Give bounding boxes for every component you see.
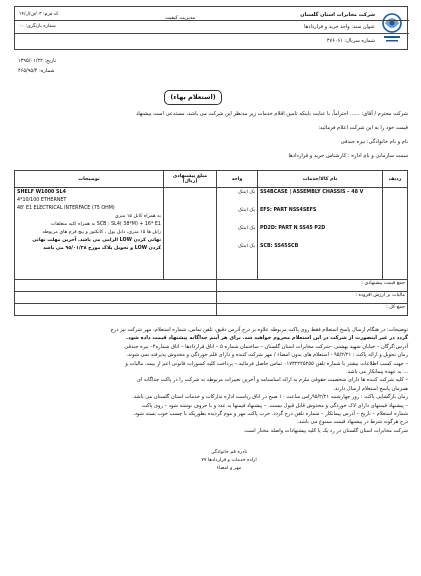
item-line: SS4BCASE | ASSEMBLY CHASSIS – 48 V [260, 190, 364, 195]
note-line: زمان تحویل و ارائه پاکت : ۹۵/۲/۲۱ - استعلام های بدون امضاء / مهر شرکت کننده و دارای قلم خوردگی و مخدوش پذیرفته نمی شوند. [126, 352, 408, 359]
sum-row [15, 280, 408, 292]
revision-number: شماره بازنگری: ۰۰ [19, 24, 56, 29]
salutation-line: شرکت محترم / آقای: ...... احتراماً، با عنایت باینکه تامین اقلام خدمات زیر مدنظر این شرکت می باشد، مستدعی است پیشنهاد [135, 111, 408, 117]
signature-stamp: مهر و امضاء [216, 466, 242, 471]
column-header-row: ردیف [383, 171, 408, 188]
note-line: زمان بازگشایی پاکت : روز چهارشنبه ۹۵/۲/۲۱راس ساعت ۱۰ صبح در اتاق ریاست اداره تدارکات و خدمات استان گلستان می باشد. [132, 394, 408, 401]
column-header-unit: واحد [217, 171, 258, 188]
request-line: قیمت خود را به این شرکت اعلام فرمائید: [318, 125, 408, 131]
sum-label: جمع قیمت پیشنهادی : [217, 280, 408, 292]
table-header-row [15, 171, 408, 188]
date-field: تاریخ: ۱۳۹۵/۰۱/۲۲ [18, 58, 57, 64]
total-label: جمع کل : [217, 304, 408, 316]
header-divider [15, 33, 409, 34]
note-line: آدرس:گرگان – خیابان شهید بهشتی –شرکت مخابرات استان گلستان – ساختمان شماره ۵ – اتاق قراردادها – اتاق شماره۴– نیره جندقی [124, 343, 408, 350]
table-row [15, 188, 408, 280]
note-line: توضیحات: در هنگام ارسال پاسخ استعلام فقط روی پاکت مربوطه علاوه بر درج آدرس دقیق، تلفن تماس، شماره استعلام، مهر شرکت نیز درج [110, 327, 408, 333]
total-value[interactable] [15, 304, 217, 316]
price-cell[interactable] [164, 188, 217, 280]
desc-line: 48' E1 ELECTRICAL INTERFACE (75 OHM) [17, 206, 115, 211]
spec-line: به همراه کابل ۱۵ متری [114, 214, 161, 219]
document-header [14, 6, 408, 50]
spec-line: رابل ها ۱۵ متری، دابل پول ، کانکتور و پیچ فرم های مربوطه [42, 230, 161, 235]
column-header-description: توضیحات [15, 171, 164, 188]
form-code: کد فرم: ۰۳/ف/ل/۱۴ [19, 12, 59, 17]
item-line: PD2D: PART N SS45 P2D [260, 226, 326, 231]
serial-number: شماره سریال: ۴۷۶۰۶۱ [326, 38, 375, 44]
document-page [14, 6, 408, 566]
document-title: عنوان سند: واحد خرید و قراردادها [304, 24, 375, 30]
column-header-item: نام کالا/خدمات [258, 171, 383, 188]
total-row [15, 304, 408, 316]
item-line: SCB: SS45SCB [260, 244, 299, 249]
note-line: درج هرگونه شرط در پیشنهاد قیمت ممنوع می باشد. [297, 419, 408, 426]
company-name: شرکت مخابرات استان گلستان [300, 12, 375, 18]
vat-label: مالیات بر ارزش افزوده : [217, 292, 408, 304]
spec-line: کردن LOW و تحویل پلاک مورخ ۹۵/۰۱/۲۸ می باشد [43, 246, 161, 251]
item-line: EFS: PART NSS4SEFS [260, 208, 317, 213]
note-line: گردد در غیر اینصورت از شرکت در این استعلام محروم خواهید شد. برای هر آیتم جداگانه پیشنهاد قیمت داده شود. [126, 335, 408, 342]
company-logo-icon [379, 9, 405, 47]
inquiry-title: (استعلام بهاء) [164, 90, 222, 105]
row-number-cell [383, 188, 408, 280]
note-line: شرکت مخابرات استان گلستان در رد یک یا کلیه پیشنهادات واصله مختار است. [243, 427, 408, 434]
desc-line: 4*10/100 ETHERNET [17, 198, 67, 203]
notes-section [14, 326, 408, 435]
note-line: – پیشنهاد قیمتهای دارای لاک خوردگی و مخدوش قابل قبول نیست. – پیشنهاد قیمتها به عدد و با حروف نوشته شود – روی پاکت [141, 402, 408, 409]
unit-cell [217, 188, 258, 280]
unit-line: یک اینتک [237, 226, 255, 231]
department-name: مدیریت کیفیت [165, 15, 196, 21]
spec-line: تهاتی کردن LOW الزامی می باشد. آخرین مهلت تهاتی [32, 238, 161, 243]
note-line: – کلیه شرکت کننده ها دارای شخصیت حقوقی ملزم به ارائه اساسنامه و آخرین تغییرات مربوطه به شرکت را در پاکت جداگانه ای [136, 377, 408, 384]
column-header-price: مبلغ پیشنهادی (ریال) [164, 171, 217, 188]
signature-unit: اراده خدمات و قراردادها ۷۷ [201, 458, 257, 463]
desc-line: SHELF W1000 SL4 [17, 190, 66, 195]
number-field: شماره: ۴۶۵/۹۵/۴ [18, 68, 55, 74]
description-cell [15, 188, 164, 280]
applicant-post: سمت سازمانی و نام اداره : کارشناس خرید و قراردادها [288, 153, 408, 159]
vat-row [15, 292, 408, 304]
item-cell [258, 188, 383, 280]
vat-value[interactable] [15, 292, 217, 304]
note-line: همزمان پاسخ استعلام ارسال دارند. [333, 385, 408, 392]
unit-line: یک اینتک [237, 190, 255, 195]
unit-line: یک اینتک [237, 208, 255, 213]
note-line: شماره استعلام – تاریخ – آدرس پیمانکار – شماره تلفن درج گردد. حرب پاکت مهر و موم گردیده بطوریکه با چسب خوب بسته شود. [133, 411, 408, 418]
header-divider [15, 20, 409, 21]
spec-line: SCB : SL4( 38*M) + 16* E1 به همراه کلیه متعلقات [50, 222, 161, 227]
items-table [14, 170, 408, 316]
applicant-name: نام و نام خانوادگی: نیره جندقی [340, 139, 408, 145]
note-line: ... به عهده پیمانکار می باشد. [345, 369, 408, 376]
signature-name: نادره قم خانوادگی [210, 450, 248, 455]
sum-value[interactable] [15, 280, 217, 292]
note-line: – جهت کسب اطلاعات بیشتر با شماره تلفن ۰۱۷۳۲۲۲۵۲۵۵ تماس حاصل فرمائید.– پرداخت کلیه کسورات قانونی اعم از بیمه، مالیات و [125, 360, 408, 367]
unit-line: یک اینتک [237, 244, 255, 249]
